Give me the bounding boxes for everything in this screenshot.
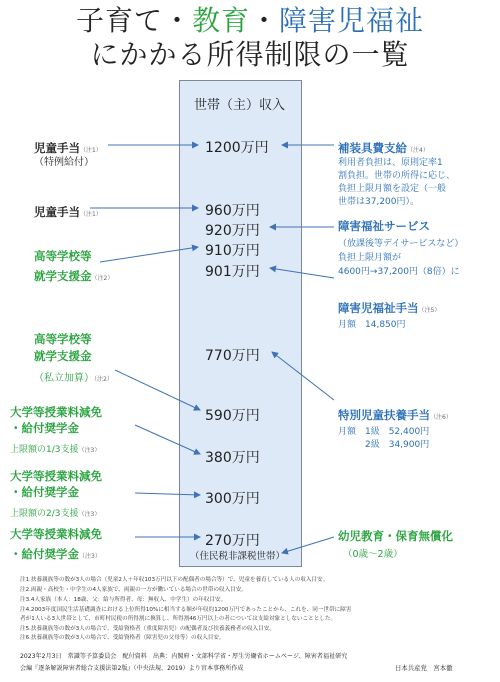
income-270: 270万円 (205, 533, 260, 549)
footnote-4-cont: 者が1人いる3人世帯として、市町村民税の所得割に換算し、所得割46万円以上の者については支給対象としないこととした。 (20, 616, 337, 622)
income-901: 901万円 (205, 264, 260, 280)
arrow-daigaku-2 (135, 493, 200, 495)
income-920: 920万円 (205, 223, 260, 239)
income-bottom-note: （住民税非課税世帯） (190, 551, 286, 562)
right-item-note: （注6） (430, 414, 452, 421)
right-item-desc: 利用者負担は、原則定率1 (338, 158, 443, 168)
right-item-desc: 月額 1級 52,400円 (338, 427, 430, 437)
left-item-note: （注2） (94, 376, 113, 383)
arrow-koukou (100, 247, 198, 262)
left-item-name2: ・給付奨学金 (10, 547, 79, 561)
left-item-daigaku-1-name2: ・給付奨学金 (10, 421, 79, 435)
left-item-koukou-name1: 高等学校等 (34, 249, 92, 263)
right-item-desc: 4600円→37,200円（8倍）に (338, 267, 460, 277)
right-item-name: 障害児福祉手当 (338, 301, 419, 315)
left-item-note: （注3） (78, 511, 101, 518)
left-item-name2: 就学支援金 (34, 269, 92, 283)
left-item-name: 児童手当 (34, 205, 80, 219)
left-item-daigaku-3-name1: 大学等授業料減免 (10, 527, 102, 541)
footnote-3: 注3.4人家族（本人：18歳、父：給与所得者、母：無収入、中学生）の年収目安。 (20, 597, 227, 603)
footer-author: 日本共産党 宮本徹 (395, 664, 453, 672)
left-item-daigaku-2-name2: ・給付奨学金 (10, 485, 79, 499)
right-item-note: （注5） (418, 307, 441, 314)
right-item-desc: 負担上限月額を設定（一般 (338, 184, 447, 194)
right-item-name: 補装具費支給 (338, 141, 407, 155)
left-item-note: （注3） (78, 447, 101, 454)
income-910: 910万円 (205, 243, 260, 259)
right-item-desc: 世帯は37,200円）。 (338, 197, 419, 207)
footnote-1: 注1.扶養親族等の数が3人の場合（児童2人＋年収103万円以下の配偶者の場合等）で、児童を養育している人の収入目安。 (20, 577, 329, 583)
arrow-daigaku-1 (135, 425, 200, 454)
right-item-desc: （0歳〜2歳） (343, 549, 403, 560)
left-item-koukou-shiritsu-name2: 就学支援金 (34, 349, 92, 363)
income-300: 300万円 (205, 491, 260, 507)
right-item-desc: 2級 34,900円 (338, 440, 430, 450)
arrow-shougaiji-fukushi-teate (270, 268, 334, 278)
right-item-shougai-fukushi-service: 障害福祉サービス (338, 219, 430, 233)
income-960: 960万円 (205, 203, 260, 219)
footer-source-line2: 会編『逐条解説障害者総合支援法第2版』（中央法規、2019）より宮本事務所作成 (20, 665, 244, 672)
title-part-dot: ・ (250, 4, 280, 37)
title-part-kosodate: 子育て・ (75, 4, 192, 37)
left-item-sub: 上限額の2/3支援 (10, 509, 79, 519)
title-part-kyouiku: 教育 (191, 4, 250, 37)
arrow-youji-kyouiku (282, 537, 334, 553)
title-part-shougaiji: 障害児福祉 (279, 4, 425, 37)
income-590: 590万円 (205, 408, 260, 424)
left-item-note: （注1） (80, 147, 102, 154)
right-item-desc: （放課後等デイサービスなど） (338, 239, 464, 249)
income-1200: 1200万円 (205, 140, 269, 156)
arrow-tokubetsu-jidou-fuyou (272, 352, 334, 400)
page-title-line2: にかかる所得制限の一覧 (90, 38, 410, 71)
income-column-header: 世帯（主）収入 (193, 98, 285, 113)
right-item-desc: 負担上限月額が (338, 253, 402, 263)
footnote-5: 注5.扶養親族等の数が3人の場合で、受給資格者（重度障害児）の配偶者及び扶養義務者の収入目安。 (20, 626, 275, 632)
left-item-note: （注3） (79, 553, 101, 560)
right-item-note: （注4） (407, 147, 429, 154)
left-item-name: 児童手当 (34, 141, 80, 155)
right-item-youji-kyouiku-mushouka: 幼児教育・保育無償化 (338, 529, 453, 543)
left-item-sub: （私立加算） (34, 373, 94, 384)
income-380: 380万円 (205, 450, 260, 466)
left-item-daigaku-1-name1: 大学等授業料減免 (10, 405, 102, 419)
left-item-note: （注1） (80, 211, 102, 218)
right-item-desc: 割負担。世帯の所得に応じ、 (338, 171, 456, 181)
footer-source-line1: 2023年2月3日 常識等予算委員会 配付資料 出典：内閣府・文部科学省・厚生労働省ホームページ、障害者福祉研究 (20, 653, 348, 660)
left-item-sub: 上限額の1/3支援 (10, 445, 79, 455)
left-item-koukou-shiritsu-name1: 高等学校等 (34, 332, 92, 346)
right-item-desc: 月額 14,850円 (338, 320, 406, 330)
right-item-name: 特別児童扶養手当 (338, 408, 430, 422)
left-item-sub: （特例給付） (34, 157, 94, 168)
footnote-6: 注6.扶養親族等の数が3人の場合で、受給資格者（障害児の父母等）の収入目安。 (20, 635, 225, 641)
arrow-koukou-shiritsu (115, 370, 200, 410)
footnote-4: 注4.2003年度国民生活基礎調査における上位所得10%に相当する額が年収約1200万円であったことから、これを、同一世帯に障害 (20, 607, 352, 613)
footnote-2: 注2.両親・高校生・中学生の4人家族で、両親の一方が働いている場合の世帯の収入目安。 (20, 587, 247, 593)
left-item-daigaku-2-name1: 大学等授業料減免 (10, 469, 102, 483)
left-item-note: （注2） (91, 275, 114, 282)
income-770: 770万円 (205, 348, 260, 364)
